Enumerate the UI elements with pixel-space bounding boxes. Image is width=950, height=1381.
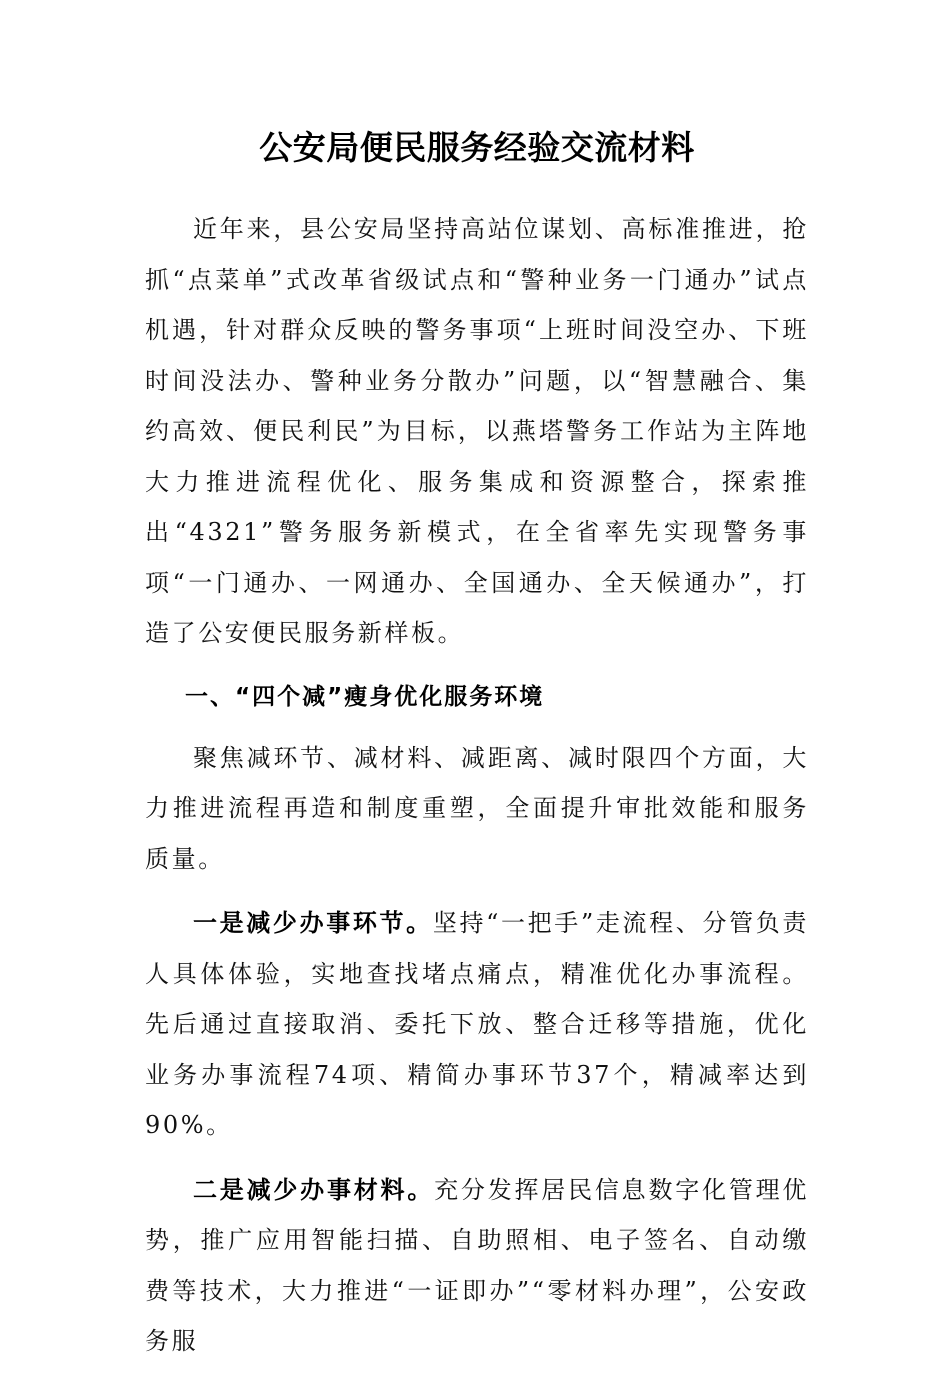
section-summary-paragraph: 聚焦减环节、减材料、减距离、减时限四个方面，大力推进流程再造和制度重塑，全面提升审批效能和服务质量。 xyxy=(145,743,809,873)
section-heading: 一、“四个减”瘦身优化服务环境 xyxy=(185,683,545,710)
document-page xyxy=(145,118,809,1381)
item-paragraph-1 xyxy=(145,898,809,1151)
item-lead-1: 一是减少办事环节。 xyxy=(193,909,433,937)
item-paragraph-2 xyxy=(145,1165,809,1367)
document-title: 公安局便民服务经验交流材料 xyxy=(259,128,695,167)
intro-paragraph: 近年来，县公安局坚持高站位谋划、高标准推进，抢抓“点菜单”式改革省级试点和“警种业务一门通办”试点机遇，针对群众反映的警务事项“上班时间没空办、下班时间没法办、警种业务分散办”问题，以“智慧融合、集约高效、便民利民”为目标，以燕塔警务工作站为主阵地大力推进流程优化、服务集成和资源整合，探索推出“4321”警务服务新模式，在全省率先实现警务事项“一门通办、一网通办、全国通办、全天候通办”，打造了公安便民服务新样板。 xyxy=(145,215,809,647)
item-lead-2: 二是减少办事材料。 xyxy=(193,1175,435,1204)
item-text-1: 坚持“一把手”走流程、分管负责人具体体验，实地查找堵点痛点，精准优化办事流程。先后通过直接取消、委托下放、整合迁移等措施，优化业务办事流程74项、精简办事环节37个，精减率达到90%。 xyxy=(145,909,809,1139)
item-text-2: 充分发挥居民信息数字化管理优势，推广应用智能扫描、自助照相、电子签名、自动缴费等技术，大力推进“一证即办”“零材料办理”，公安政务服 xyxy=(145,1175,809,1355)
